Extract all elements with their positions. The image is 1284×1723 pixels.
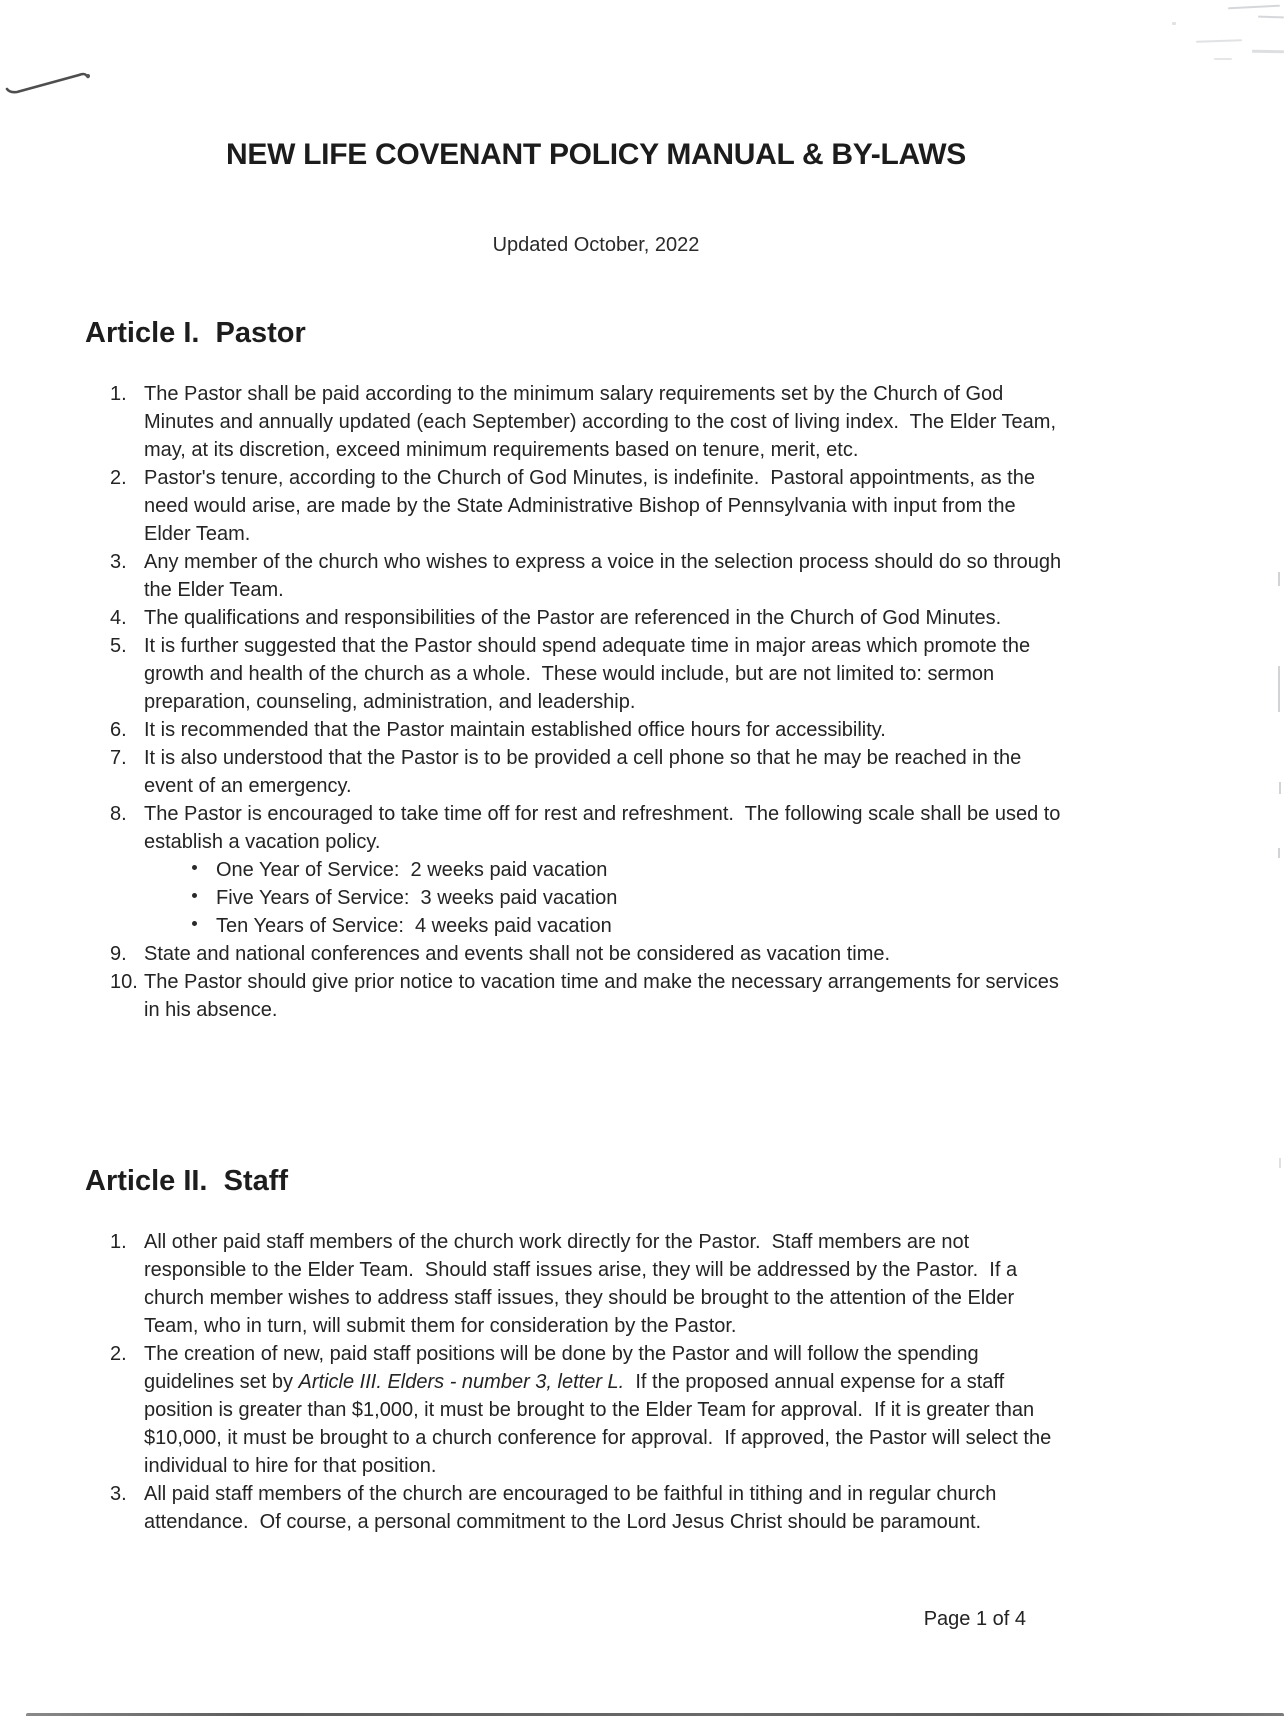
list-text: The Pastor should give prior notice to vacation time and make the necessary arrangements for services in his absence. (144, 971, 1065, 1021)
article-2-staff (85, 1164, 1107, 1536)
text-segment: If the proposed annual expense for a staff position is greater than $1,000, it must be brought to the Elder Team for approval. If it is greater than $10,000, it must be brought to a church conference for approval. If approved, the Pastor will select the individual to hire for that position. (144, 1371, 1057, 1477)
list-number: 7. (110, 747, 127, 769)
list-number: 2. (110, 467, 127, 489)
list-text: State and national conferences and events shall not be considered as vacation time. (144, 943, 891, 965)
list-text: It is also understood that the Pastor is to be provided a cell phone so that he may be reached in the event of an emergency. (144, 747, 1027, 797)
list-number: 1. (110, 383, 127, 405)
list-number: 8. (110, 803, 127, 825)
list-number: 3. (110, 1483, 127, 1505)
list-number: 3. (110, 551, 127, 573)
page-number: Page 1 of 4 (923, 1608, 1026, 1630)
article-2-heading: Article II. Staff (85, 1165, 289, 1197)
list-text: All other paid staff members of the church work directly for the Pastor. Staff members are not responsible to the Elder Team. Should staff issues arise, they will be addressed by the Pastor. If a church member wishes to address staff issues, they should be brought to the attention of the Elder Team, who in turn, will submit them for consideration by the Pastor. (144, 1231, 1023, 1337)
list-item (110, 800, 1107, 940)
list-number: 6. (110, 719, 127, 741)
list-item (110, 548, 1107, 604)
list-text-wrap (144, 800, 1066, 940)
list-item (110, 716, 1107, 744)
list-text: It is further suggested that the Pastor should spend adequate time in major areas which promote the growth and health of the church as a whole. These would include, but are not limited to: sermon preparation, counseling, administration, and leadership. (144, 635, 1036, 713)
list-text (144, 1340, 1066, 1480)
list-text: Any member of the church who wishes to express a voice in the selection process should do so through the Elder Team. (144, 551, 1067, 601)
vacation-scale-list (144, 856, 1066, 940)
list-item (110, 632, 1107, 716)
list-text: The qualifications and responsibilities of the Pastor are referenced in the Church of God Minutes. (144, 607, 1002, 629)
bullet-text: Five Years of Service: 3 weeks paid vacation (216, 887, 618, 909)
list-number: 5. (110, 635, 127, 657)
document-title: NEW LIFE COVENANT POLICY MANUAL & BY-LAWS (226, 138, 966, 171)
list-number: 10. (110, 971, 138, 993)
list-text: It is recommended that the Pastor maintain established office hours for accessibility. (144, 719, 886, 741)
list-item (110, 464, 1107, 548)
list-text: Pastor's tenure, according to the Church of God Minutes, is indefinite. Pastoral appointments, as the need would arise, are made by the State Administrative Bishop of Pennsylvania with input from the Elder Team. (144, 467, 1041, 545)
list-text: The Pastor is encouraged to take time off for rest and refreshment. The following scale shall be used to establish a vacation policy. (144, 803, 1066, 853)
list-text: All paid staff members of the church are encouraged to be faithful in tithing and in regular church attendance. Of course, a personal commitment to the Lord Jesus Christ should be paramount. (144, 1483, 1002, 1533)
list-item (110, 968, 1107, 1024)
list-item (110, 604, 1107, 632)
list-item (110, 1480, 1107, 1536)
scan-edge-line (26, 1713, 1284, 1716)
article-1-list (85, 380, 1107, 1024)
article-1-heading: Article I. Pastor (85, 317, 306, 349)
list-item (110, 940, 1107, 968)
list-item (110, 1228, 1107, 1340)
list-number: 9. (110, 943, 127, 965)
text-segment: The creation of new, paid staff positions will be done by the Pastor and will follow the spending guidelines set by (144, 1343, 985, 1393)
list-item (110, 1340, 1107, 1480)
article-2-list (85, 1228, 1107, 1536)
list-item (110, 744, 1107, 800)
bullet-text: Ten Years of Service: 4 weeks paid vacation (216, 915, 612, 937)
article-1-pastor (85, 316, 1107, 1024)
list-number: 2. (110, 1343, 127, 1365)
bullet-item (190, 856, 1066, 884)
bullet-item (190, 912, 1066, 940)
list-number: 4. (110, 607, 127, 629)
list-item (110, 380, 1107, 464)
bullet-text: One Year of Service: 2 weeks paid vacation (216, 859, 608, 881)
bullet-item (190, 884, 1066, 912)
italic-reference: Article III. Elders - number 3, letter L. (298, 1371, 625, 1393)
list-number: 1. (110, 1231, 127, 1253)
document-subtitle: Updated October, 2022 (492, 234, 700, 256)
pen-stroke-artifact (2, 64, 102, 96)
list-text: The Pastor shall be paid according to the minimum salary requirements set by the Church of God Minutes and annually updated (each September) according to the cost of living index. The Elder Team, may, at its discretion, exceed minimum requirements based on tenure, merit, etc. (144, 383, 1062, 461)
